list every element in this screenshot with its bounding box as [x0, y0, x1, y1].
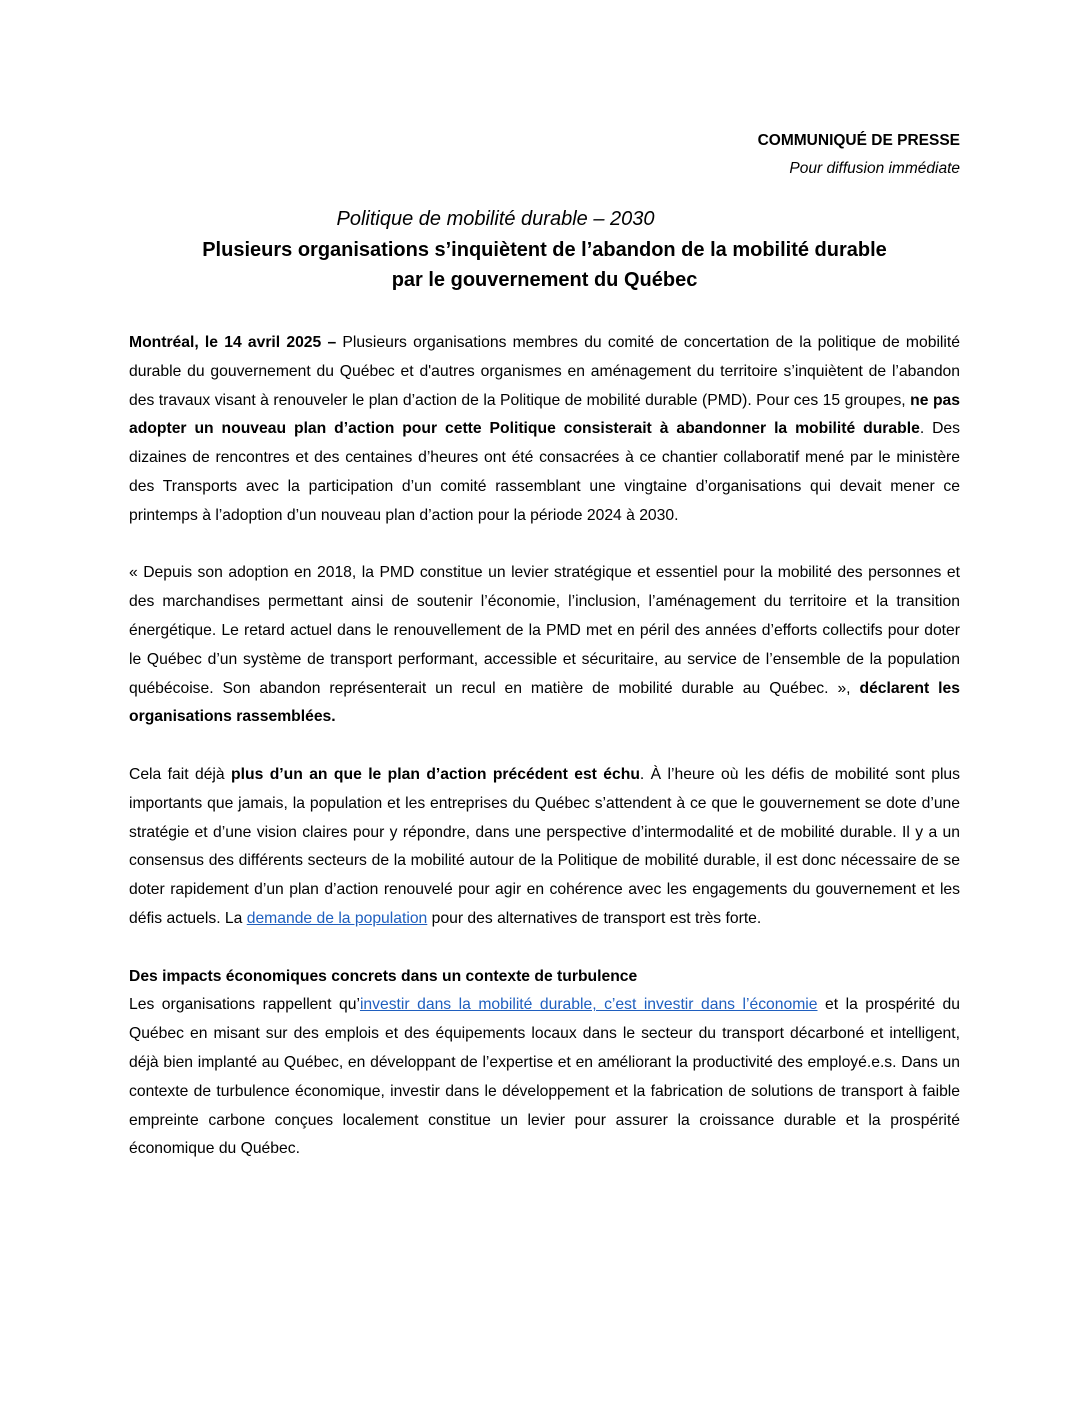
- headline-line-2: par le gouvernement du Québec: [391, 269, 698, 291]
- section-text-a: Les organisations rappellent qu’: [129, 996, 360, 1014]
- paragraph-3-emphasis: plus d’un an que le plan d’action précédent est échu: [231, 765, 640, 783]
- headline: [129, 235, 960, 295]
- paragraph-1-text-a: Plusieurs organisations membres du comité de concertation de la politique de mobilité durable du gouvernement du Québec et d'autres organismes en aménagement du territoire s’inquiètent de l’abandon des travaux visant à renouveler le plan d’action de la Politique de mobilité durable (PMD). Pour ces 15 groupes,: [129, 334, 960, 409]
- paragraph-2: [129, 559, 960, 732]
- paragraph-1-text-b: . Des dizaines de rencontres et des centaines d’heures ont été consacrées à ce chantier collaboratif mené par le ministère des Transports avec la participation d’un comité rassemblant une vingtaine d’organisations qui devait mener ce printemps à l’adoption d’un nouveau plan d’action pour la période 2024 à 2030.: [129, 420, 960, 524]
- paragraph-3-text-b: . À l’heure où les défis de mobilité sont plus importants que jamais, la population et les entreprises du Québec s’attendent à ce que le gouvernement se dote d’une stratégie et d’une vision claires pour y répondre, dans une perspective d’intermodalité et de mobilité durable. Il y a un consensus des différents secteurs de la mobilité autour de la Politique de mobilité durable, il est donc nécessaire de se doter rapidement d’un plan d’action renouvelé pour agir en cohérence avec les engagements du gouvernement et les défis actuels. La: [129, 765, 960, 927]
- press-release-label: COMMUNIQUÉ DE PRESSE: [757, 132, 960, 149]
- paragraph-1-emphasis: ne pas adopter un nouveau plan d’action pour cette Politique consisterait à abandonner la mobilité durable: [129, 391, 960, 438]
- paragraph-3-text-c: pour des alternatives de transport est très forte.: [427, 909, 762, 927]
- headline-line-1: Plusieurs organisations s’inquiètent de l’abandon de la mobilité durable: [202, 239, 887, 261]
- population-demand-link[interactable]: demande de la population: [246, 909, 428, 927]
- press-release-header: [129, 127, 960, 183]
- title-kicker: Politique de mobilité durable – 2030: [336, 208, 655, 230]
- title-block: [129, 203, 960, 295]
- release-timing: Pour diffusion immédiate: [789, 160, 960, 177]
- paragraph-2-quote: « Depuis son adoption en 2018, la PMD constitue un levier stratégique et essentiel pour la mobilité des personnes et des marchandises permettant ainsi de soutenir l’économie, l’inclusion, l’aménagement du territoire et la transition énergétique. Le retard actuel dans le renouvellement de la PMD met en péril des années d’efforts collectifs pour doter le Québec d’un système de transport performant, accessible et sécuritaire, au service de l’ensemble de la population québécoise. Son abandon représenterait un recul en matière de mobilité durable au Québec. »,: [129, 564, 960, 697]
- paragraph-3: [129, 761, 960, 934]
- document-body: [129, 329, 960, 1164]
- section-economic-impacts: [129, 963, 960, 1165]
- paragraph-2-attribution: déclarent les organisations rassemblées.: [129, 679, 960, 726]
- section-heading: Des impacts économiques concrets dans un contexte de turbulence: [129, 967, 638, 985]
- section-text-b: et la prospérité du Québec en misant sur des emplois et des équipements locaux dans le secteur du transport décarboné et intelligent, déjà bien implanté au Québec, en développant de l’expertise et en améliorant la productivité des employé.e.s. Dans un contexte de turbulence économique, investir dans le développement et la fabrication de solutions de transport à faible empreinte carbone conçues localement constitue un levier pour assurer la croissance durable et la prospérité économique du Québec.: [129, 996, 960, 1158]
- invest-economy-link[interactable]: investir dans la mobilité durable, c’est investir dans l’économie: [359, 996, 818, 1014]
- paragraph-1: [129, 329, 960, 531]
- dateline: Montréal, le 14 avril 2025 –: [129, 334, 337, 351]
- paragraph-3-text-a: Cela fait déjà: [129, 765, 232, 783]
